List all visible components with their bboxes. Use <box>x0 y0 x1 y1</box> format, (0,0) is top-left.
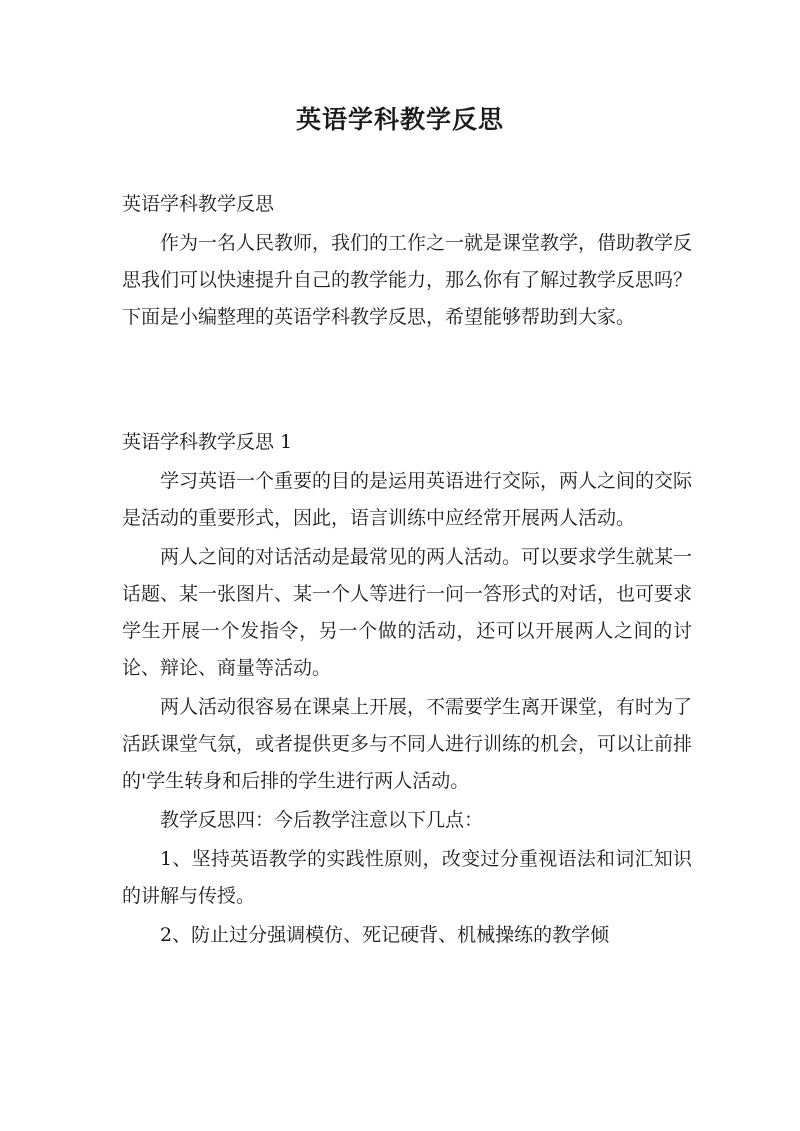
document-body <box>122 186 692 954</box>
section1-paragraph: 两人活动很容易在课桌上开展，不需要学生离开课堂，有时为了活跃课堂气氛，或者提供更多与不同人进行训练的机会，可以让前排的'学生转身和后排的学生进行两人活动。 <box>122 696 693 792</box>
intro-heading: 英语学科教学反思 <box>122 193 275 215</box>
section1-paragraph: 学习英语一个重要的目的是运用英语进行交际，两人之间的交际是活动的重要形式，因此，语言训练中应经常开展两人活动。 <box>122 470 693 529</box>
section-spacer <box>122 336 692 424</box>
section1-paragraph: 两人之间的对话活动是最常见的两人活动。可以要求学生就某一话题、某一张图片、某一个人等进行一问一答形式的对话，也可要求学生开展一个发指令，另一个做的活动，还可以开展两人之间的讨论、辩论、商量等活动。 <box>122 546 693 679</box>
section1-paragraph: 教学反思四：今后教学注意以下几点： <box>160 809 484 831</box>
section1-list-item: 2、防止过分强调模仿、死记硬背、机械操练的教学倾 <box>160 924 610 946</box>
intro-paragraph: 作为一名人民教师，我们的工作之一就是课堂教学，借助教学反思我们可以快速提升自己的教学能力，那么你有了解过教学反思吗？下面是小编整理的英语学科教学反思，希望能够帮助到大家。 <box>122 232 693 328</box>
section1-list-item: 1、坚持英语教学的实践性原则，改变过分重视语法和词汇知识的讲解与传授。 <box>122 848 692 907</box>
document-title: 英语学科教学反思 <box>295 105 504 134</box>
section1-heading: 英语学科教学反思 1 <box>122 431 293 453</box>
